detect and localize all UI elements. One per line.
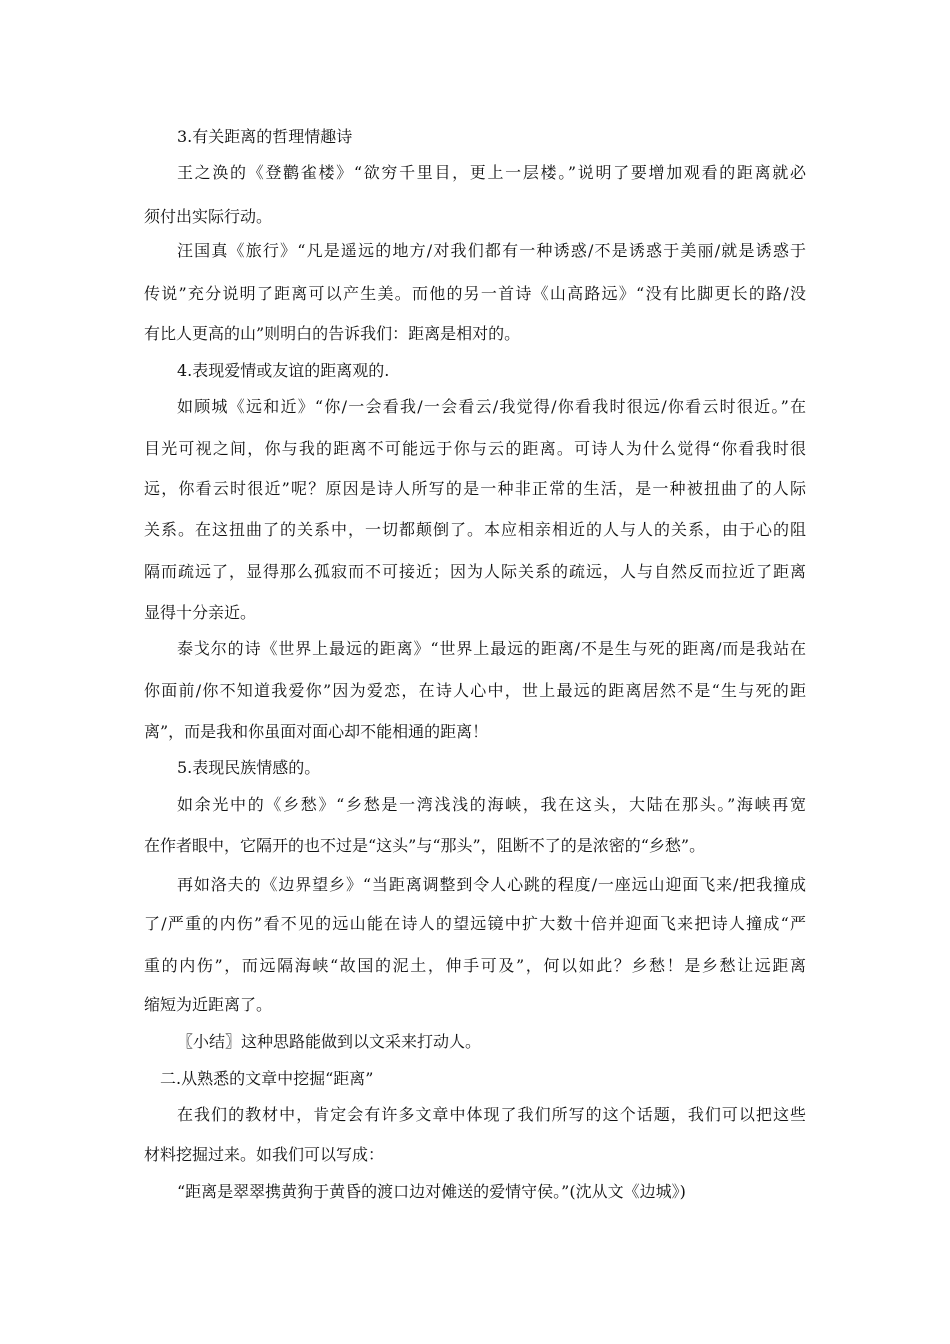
example-quote: “距离是翠翠携黄狗于黄昏的渡口边对傩送的爱情守侯。”(沈从文《边城》) xyxy=(177,1182,686,1201)
paragraph-line: 在我们的教材中，肯定会有许多文章中体现了我们所写的这个话题，我们可以把这些 xyxy=(177,1105,806,1124)
paragraph-line: 再如洛夫的《边界望乡》“当距离调整到令人心跳的程度/一座远山迎面飞来/把我撞成 xyxy=(177,875,806,894)
paragraph-line: 重的内伤”，而远隔海峡“故国的泥土，伸手可及”，何以如此？乡愁！是乡愁让远距离 xyxy=(144,956,806,975)
heading-national-sentiment: 5.表现民族情感的。 xyxy=(177,758,321,777)
summary-line: 〖小结〗这种思路能做到以文采来打动人。 xyxy=(177,1032,482,1051)
paragraph-line: 如顾城《远和近》“你/一会看我/一会看云/我觉得/你看我时很远/你看云时很近。”在 xyxy=(177,397,806,416)
paragraph-line: 目光可视之间，你与我的距离不可能远于你与云的距离。可诗人为什么觉得“你看我时很 xyxy=(144,439,806,458)
paragraph-line: 隔而疏远了，显得那么孤寂而不可接近；因为人际关系的疏远，人与自然反而拉近了距离 xyxy=(144,562,806,581)
paragraph-line: 了/严重的内伤”看不见的远山能在诗人的望远镜中扩大数十倍并迎面飞来把诗人撞成“严 xyxy=(144,914,806,933)
paragraph-line: 汪国真《旅行》“凡是遥远的地方/对我们都有一种诱惑/不是诱惑于美丽/就是诱惑于 xyxy=(177,241,806,260)
paragraph-line: 在作者眼中，它隔开的也不过是“这头”与“那头”，阻断不了的是浓密的“乡愁”。 xyxy=(144,836,706,855)
paragraph-line: 缩短为近距离了。 xyxy=(144,995,273,1014)
paragraph-line: 须付出实际行动。 xyxy=(144,207,273,226)
paragraph-line: 显得十分亲近。 xyxy=(144,603,257,622)
paragraph-line: 关系。在这扭曲了的关系中，一切都颠倒了。本应相亲相近的人与人的关系，由于心的阻 xyxy=(144,520,806,539)
paragraph-line: 离”，而是我和你虽面对面心却不能相通的距离！ xyxy=(144,722,489,741)
paragraph-line: 如余光中的《乡愁》“乡愁是一湾浅浅的海峡，我在这头，大陆在那头。”海峡再宽 xyxy=(177,795,806,814)
paragraph-line: 王之涣的《登鹳雀楼》“欲穷千里目，更上一层楼。”说明了要增加观看的距离就必 xyxy=(177,163,806,182)
section-heading-two: 二.从熟悉的文章中挖掘“距离” xyxy=(160,1069,374,1088)
paragraph-line: 有比人更高的山”则明白的告诉我们：距离是相对的。 xyxy=(144,324,521,343)
heading-love-friendship: 4.表现爱情或友谊的距离观的. xyxy=(177,361,390,380)
paragraph-line: 传说”充分说明了距离可以产生美。而他的另一首诗《山高路远》“没有比脚更长的路/没 xyxy=(144,284,806,303)
paragraph-line: 远，你看云时很近”呢？原因是诗人所写的是一种非正常的生活，是一种被扭曲了的人际 xyxy=(144,479,806,498)
paragraph-line: 泰戈尔的诗《世界上最远的距离》“世界上最远的距离/不是生与死的距离/而是我站在 xyxy=(177,639,806,658)
heading-philosophy-poems: 3.有关距离的哲理情趣诗 xyxy=(177,127,353,146)
paragraph-line: 材料挖掘过来。如我们可以写成： xyxy=(144,1145,385,1164)
paragraph-line: 你面前/你不知道我爱你”因为爱恋，在诗人心中，世上最远的距离居然不是“生与死的距 xyxy=(144,681,806,700)
